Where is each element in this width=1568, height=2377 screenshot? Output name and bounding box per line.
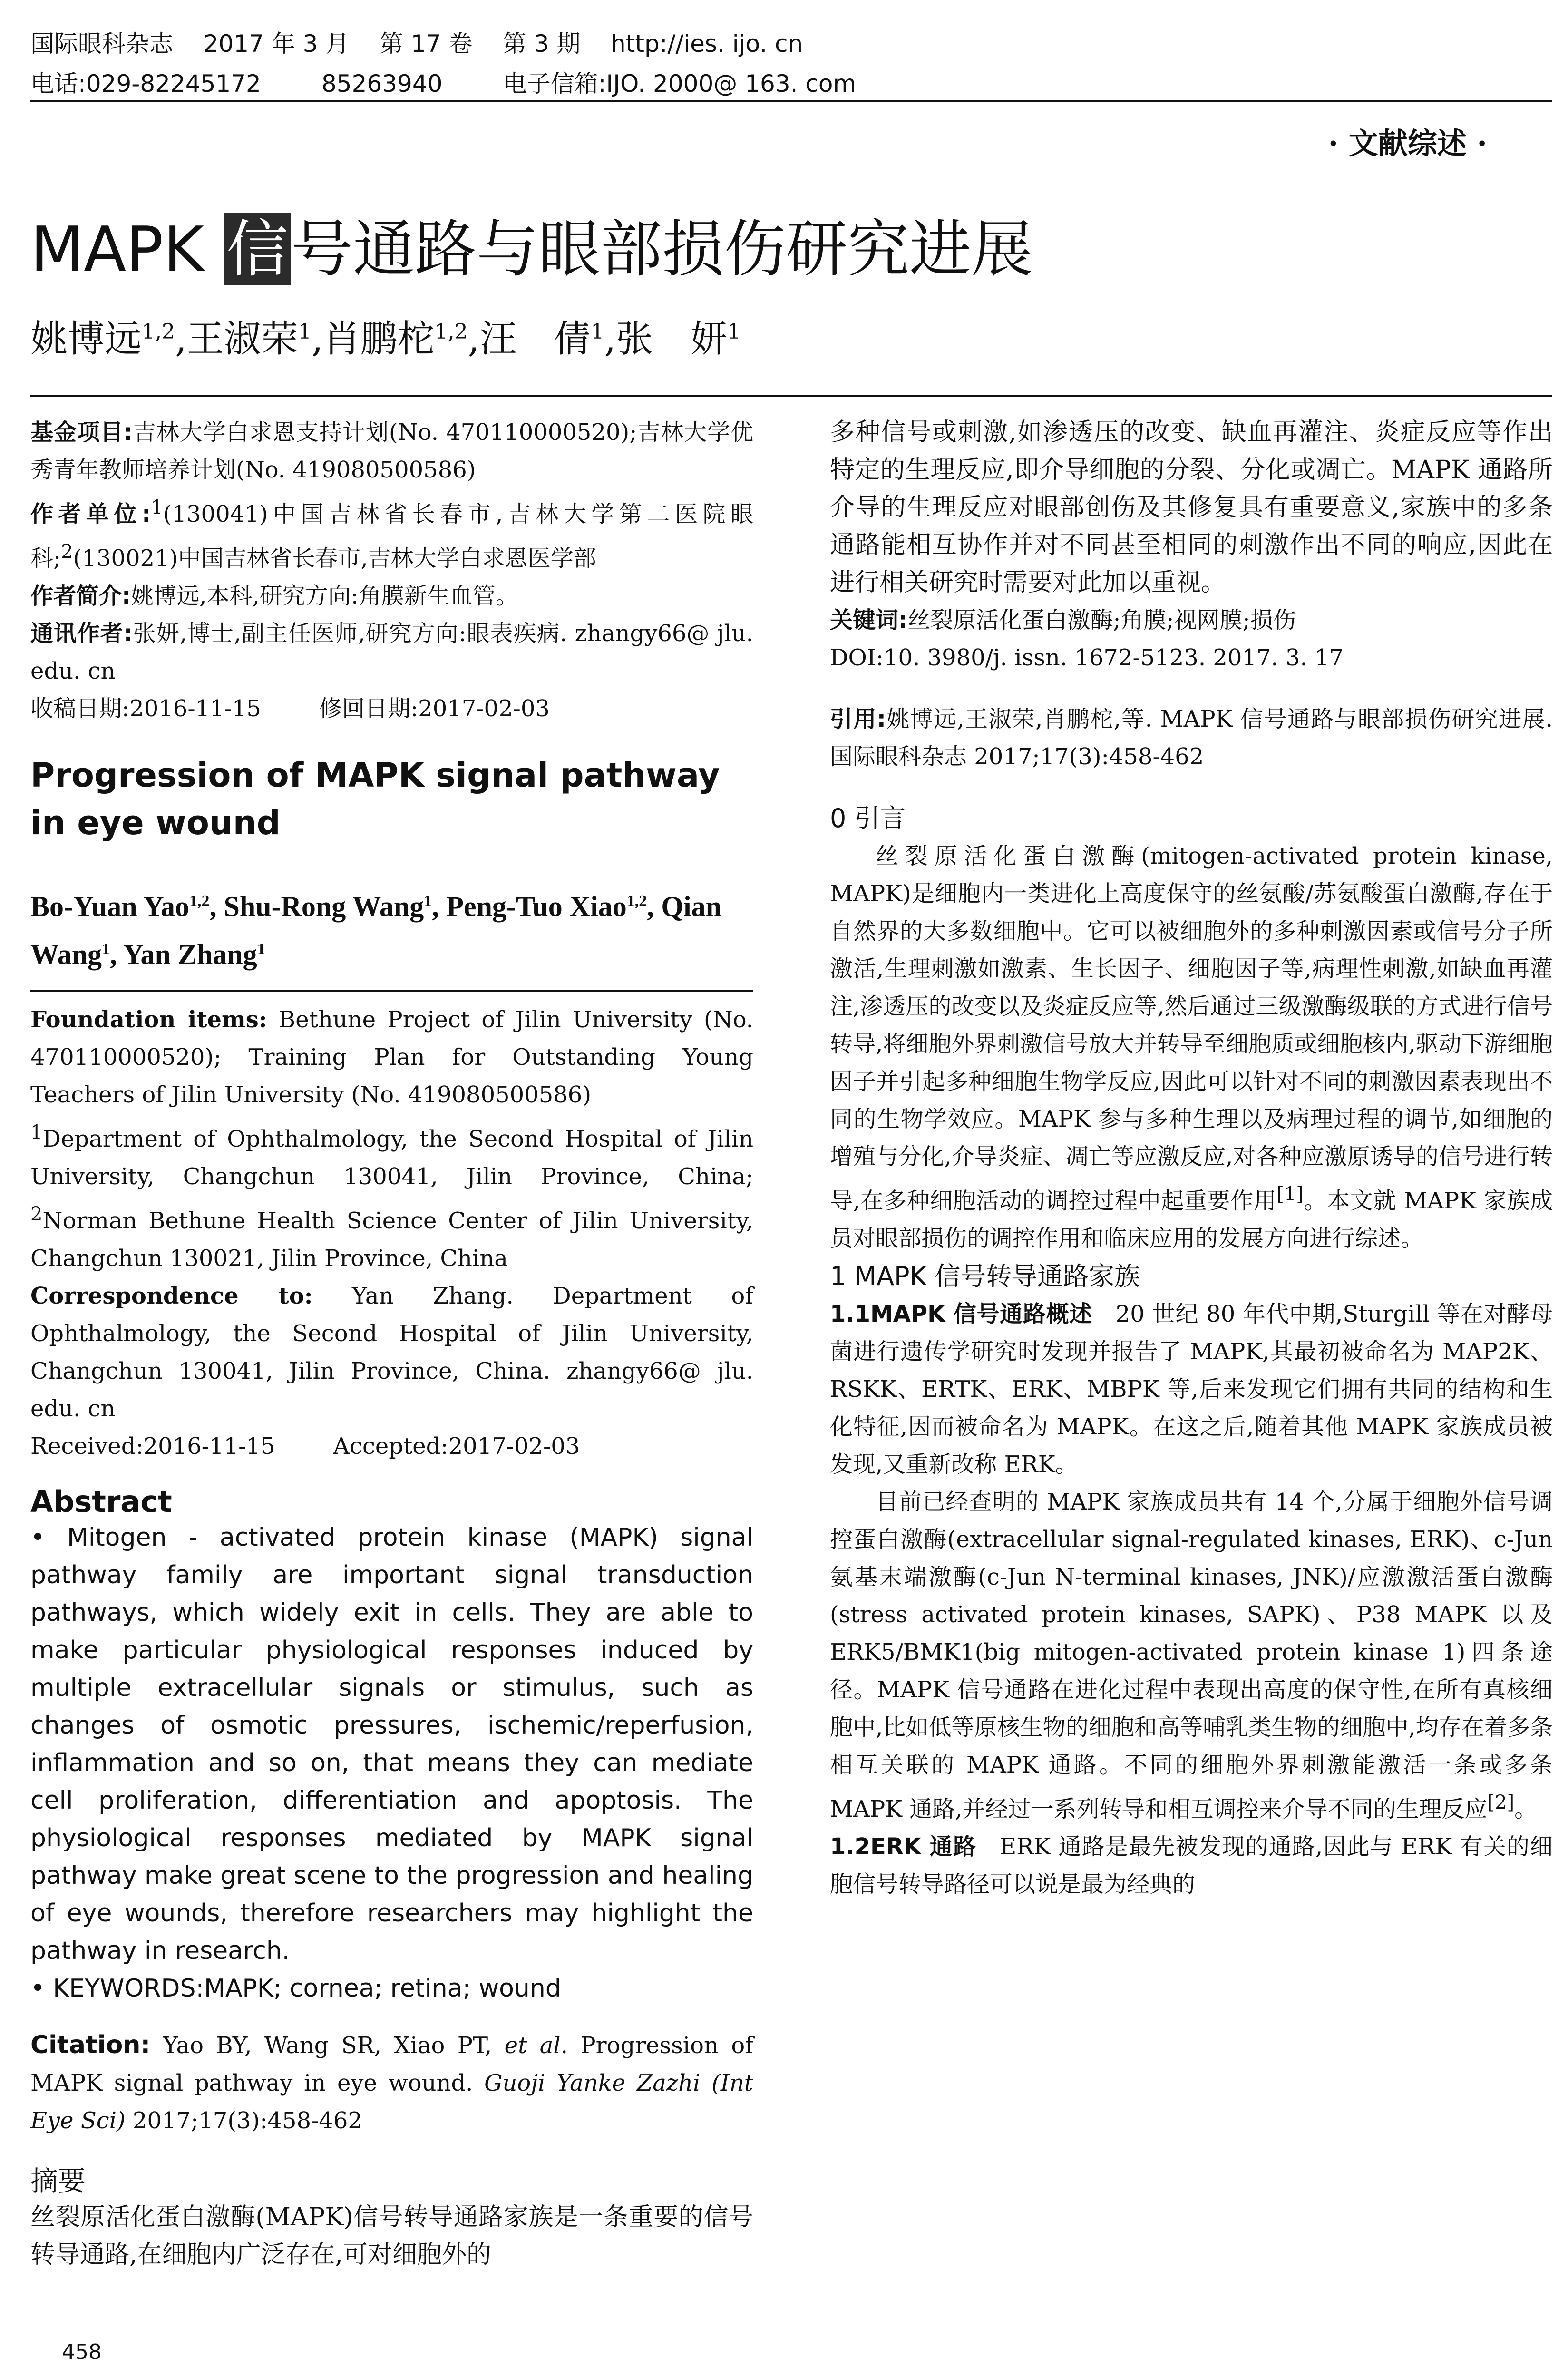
- funding-text: 吉林大学白求恩支持计划(No. 470110000520);吉林大学优秀青年教师培养计划(No. 419080500586): [30, 419, 753, 483]
- journal-header-line1: 国际眼科杂志 2017 年 3 月 第 17 卷 第 3 期 http://ies. ijo. cn: [30, 30, 803, 58]
- dates-en: Received:2016-11-15 Accepted:2017-02-03: [30, 1433, 580, 1460]
- paragraph-text: 20 世纪 80 年代中期,Sturgill 等在对酵母菌进行遗传学研究时发现并报告了 MAPK,其最初被命名为 MAP2K、RSKK、ERTK、ERK、MBPK 等,后来发现它们拥有共同的结构和生化特征,因而被命名为 MAPK。在这之后,随着其他 MAPK 家族成员被发现,又重新改称 ERK。: [830, 1301, 1553, 1478]
- zh-abstract-heading: 摘要: [30, 2165, 86, 2197]
- keywords-en: • KEYWORDS:MAPK; cornea; retina; wound: [30, 1974, 561, 2003]
- author-en-affil: 1: [424, 892, 432, 910]
- author-affil: 1,2: [142, 320, 175, 344]
- author-en: Peng-Tuo Xiao: [446, 891, 627, 922]
- article-title: [30, 200, 1033, 289]
- paragraph-text: 丝裂原活化蛋白激酶(mitogen-activated protein kinase, MAPK)是细胞内一类进化上高度保守的丝氨酸/苏氨酸蛋白激酶,存在于自然界的大多数细胞中。它可以被细胞外的多种刺激因素或信号分子所激活,生理刺激如激素、生长因子、细胞因子等,病理性刺激,如缺血再灌注,渗透压的改变以及炎症反应等,然后通过三级激酶级联的方式进行信号转导,将细胞外界刺激信号放大并转导至细胞质或细胞核内,驱动下游细胞因子并引起多种细胞生物学反应,因此可以针对不同的刺激因素表现出不同的生物学效应。MAPK 参与多种生理以及病理过程的调节,如细胞的增殖与分化,介导炎症、凋亡等应激反应,对各种应激原诱导的信号进行转导,在多种细胞活动的调控过程中起重要作用: [830, 843, 1553, 1214]
- abstract-heading: Abstract: [30, 1484, 172, 1519]
- section-tag: · 文献综述 ·: [1328, 126, 1487, 161]
- correspondence-en: [30, 1277, 753, 1428]
- title-marked-char: 信: [224, 213, 291, 285]
- reference-mark: [2]: [1487, 1792, 1515, 1813]
- keywords-cn: [830, 602, 1553, 639]
- affiliations-en: [30, 1114, 753, 1277]
- affil2-text: Norman Bethune Health Science Center of Jilin University, Changchun 130021, Jilin Province, China: [30, 1208, 753, 1272]
- author-en: Shu-Rong Wang: [224, 891, 424, 922]
- corr-label: 通讯作者:: [30, 620, 133, 647]
- author-intro: [30, 577, 753, 615]
- paragraph-text: 目前已经查明的 MAPK 家族成员共有 14 个,分属于细胞外信号调控蛋白激酶(extracellular signal-regulated kinases, ERK)、c-Jun 氨基末端激酶(c-Jun N-terminal kinases, JNK)/应激激活蛋白激酶(stress activated protein kinases, SAPK)、P38 MAPK 以及 ERK5/BMK1(big mitogen-activated protein kinase 1)四条途径。MAPK 信号通路在进化过程中表现出高度的保守性,在所有真核细胞中,比如低等原核生物的细胞和高等哺乳类生物的细胞中,均存在着多条相互关联的 MAPK 通路。不同的细胞外界刺激能激活一条或多条 MAPK 通路,并经过一系列转导和相互调控来介导不同的生理反应: [830, 1489, 1553, 1822]
- citation-journal: Guoji Yanke Zazhi (Int Eye Sci): [30, 2070, 754, 2134]
- unit-label: 作者单位:: [30, 501, 151, 527]
- title-rule: [30, 395, 1552, 397]
- citation-en: [30, 2026, 753, 2140]
- author-affil: 1: [591, 320, 604, 344]
- journal-header-line2: 电话:029-82245172 85263940 电子信箱:IJO. 2000@ 163. com: [30, 70, 857, 97]
- foundation-text: Bethune Project of Jilin University (No. 470110000520); Training Plan for Outstanding Young Teachers of Jilin University (No. 419080500586): [30, 1006, 754, 1108]
- english-title: Progression of MAPK signal pathway in eye wound: [30, 756, 720, 842]
- citation-part: 2017;17(3):458-462: [125, 2107, 362, 2134]
- author-name: 王淑荣: [186, 318, 298, 360]
- correspondence-text: Yan Zhang. Department of Ophthalmology, the Second Hospital of Jilin University, Changchun 130041, Jilin Province, China. zhangy66@ jlu. edu. cn: [30, 1283, 754, 1422]
- authors-cn: 姚博远$^{1,2}$,王淑荣$^1$,肖鹏柁$^{1,2}$,汪 倩$^1$,张 妍$^1$: [30, 318, 741, 360]
- author-affil: 1: [727, 320, 741, 344]
- keywords-label: 关键词:: [830, 607, 908, 633]
- page-number: 458: [62, 2340, 102, 2364]
- corresponding-author: [30, 615, 753, 690]
- zh-abstract-continued: 多种信号或刺激,如渗透压的改变、缺血再灌注、炎症反应等作出特定的生理反应,即介导细胞的分裂、分化或凋亡。MAPK 通路所介导的生理反应对眼部创伤及其修复具有重要意义,家族中的多条通路能相互协作并对不同甚至相同的刺激作出不同的响应,因此在进行相关研究时需要对此加以重视。: [830, 418, 1553, 597]
- foundation-label: Foundation items:: [30, 1006, 267, 1033]
- author-name: 姚博远: [30, 318, 142, 360]
- unit-text-2: (130021)中国吉林省长春市,吉林大学白求恩医学部: [73, 545, 596, 572]
- paragraph-intro: [830, 838, 1553, 1257]
- corr-text: 张妍,博士,副主任医师,研究方向:眼表疾病. zhangy66@ jlu. edu. cn: [30, 620, 753, 684]
- correspondence-label: Correspondence to:: [30, 1283, 313, 1309]
- citation-etal: et al: [504, 2032, 561, 2059]
- affil-sup: 1: [30, 1121, 43, 1143]
- citation-part: . Progression of MAPK signal pathway in eye wound.: [30, 2032, 753, 2096]
- unit-sup: 1: [151, 497, 163, 518]
- citation-part: Yao BY, Wang SR, Xiao PT,: [150, 2032, 505, 2059]
- intro-text: 姚博远,本科,研究方向:角膜新生血管。: [131, 583, 518, 609]
- paragraph-text: 。本文就 MAPK 家族成员对眼部损伤的调控作用和临床应用的发展方向进行综述。: [830, 1188, 1553, 1252]
- keywords-text: 丝裂原活化蛋白激酶;角膜;视网膜;损伤: [907, 607, 1296, 633]
- right-column: [830, 414, 1553, 1903]
- doi: DOI:10. 3980/j. issn. 1672-5123. 2017. 3. 17: [830, 644, 1344, 671]
- left-column: [30, 414, 753, 2274]
- author-name: 汪 倩: [479, 318, 591, 360]
- section-1-2: [830, 1828, 1553, 1903]
- author-name: 肖鹏柁: [323, 318, 435, 360]
- unit-text: (130041)中国吉林省长春市,吉林大学第二医院眼科;: [30, 501, 754, 572]
- cite-label: 引用:: [830, 706, 886, 732]
- citation-label: Citation:: [30, 2031, 151, 2059]
- reference-mark: [1]: [1276, 1183, 1304, 1205]
- header-rule: [30, 100, 1552, 102]
- author-en: Bo-Yuan Yao: [30, 891, 190, 922]
- author-unit: [30, 489, 753, 577]
- author-affil: 1: [298, 320, 312, 344]
- unit-sup: 2: [61, 541, 73, 563]
- author-en: Yan Zhang: [123, 939, 257, 970]
- section-1-1: [830, 1296, 1553, 1483]
- section-0-heading: 0 引言: [830, 803, 906, 833]
- author-name: 张 妍: [616, 318, 728, 360]
- affil1-text: Department of Ophthalmology, the Second Hospital of Jilin University, Changchun 130041, Jilin Province, China;: [30, 1126, 753, 1190]
- author-en-affil: 1,2: [626, 892, 647, 910]
- author-en-affil: 1: [102, 940, 110, 958]
- authors-en: Bo-Yuan Yao$^{1,2}$, Shu-Rong Wang$^1$, Peng-Tuo Xiao$^{1,2}$, Qian Wang$^1$, Yan Zhang$^1$: [30, 891, 722, 970]
- section-1-2-label: 1.2ERK 通路: [830, 1833, 977, 1860]
- title-part2: 号通路与眼部损伤研究进展: [291, 213, 1033, 285]
- title-part1: MAPK: [30, 213, 224, 285]
- abstract-text: • Mitogen - activated protein kinase (MAPK) signal pathway family are important signal transduction pathways, which widely exit in cells. They are able to make particular physiological responses induced by multiple extracellular signals or stimulus, such as changes of osmotic pressures, ischemic/reperfusion, inflammation and so on, that means they can mediate cell proliferation, differentiation and apoptosis. The physiological responses mediated by MAPK signal pathway make great scene to the progression and healing of eye wounds, therefore researchers may highlight the pathway in research.: [30, 1523, 753, 1965]
- author-affil: 1,2: [434, 320, 468, 344]
- zh-abstract-text: 丝裂原活化蛋白激酶(MAPK)信号转导通路家族是一条重要的信号转导通路,在细胞内广泛存在,可对细胞外的: [30, 2203, 753, 2269]
- funding: [30, 414, 753, 489]
- cite-text: 姚博远,王淑荣,肖鹏柁,等. MAPK 信号通路与眼部损伤研究进展. 国际眼科杂志 2017;17(3):458-462: [830, 706, 1553, 770]
- paragraph-text: ERK 通路是最先被发现的通路,因此与 ERK 有关的细胞信号转导路径可以说是最为经典的: [830, 1833, 1553, 1898]
- funding-label: 基金项目:: [30, 419, 133, 446]
- foundation-items: [30, 1001, 753, 1114]
- author-en-affil: 1: [257, 940, 265, 958]
- intro-label: 作者简介:: [30, 583, 131, 609]
- section-1-1-label: 1.1MAPK 信号通路概述: [830, 1301, 1093, 1327]
- citation-cn: [830, 701, 1553, 776]
- author-en: Qian Wang: [30, 891, 722, 970]
- paragraph-members: [830, 1483, 1553, 1828]
- dates-cn: 收稿日期:2016-11-15 修回日期:2017-02-03: [30, 695, 550, 722]
- affil-sup: 2: [30, 1203, 43, 1225]
- section-1-heading: 1 MAPK 信号转导通路家族: [830, 1261, 1140, 1291]
- paragraph-text: 。: [1514, 1796, 1538, 1822]
- author-en-affil: 1,2: [189, 892, 210, 910]
